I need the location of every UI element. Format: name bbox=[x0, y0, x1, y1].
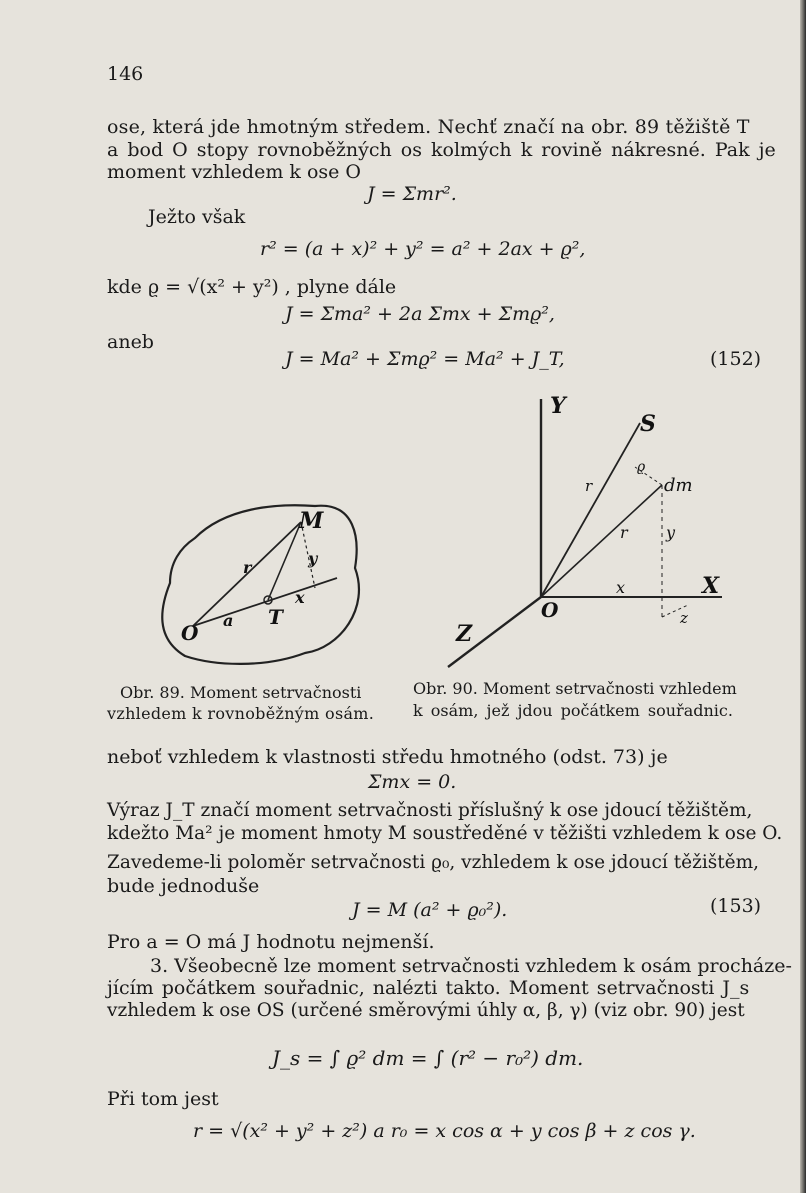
text-line: Výraz J_T značí moment setrvačnosti příslušný k ose jdoucí těžištěm, bbox=[107, 800, 753, 821]
text-line: kdežto Ma² je moment hmoty M soustředěné v těžišti vzhledem k ose O. bbox=[107, 823, 783, 844]
equation-j2: J = Σma² + 2a Σmx + Σmϱ², bbox=[285, 303, 555, 325]
fig90-label-y-axis: Y bbox=[550, 395, 566, 419]
text-line: jícím počátkem souřadnic, nalézti takto. Moment setrvačnosti J_s bbox=[107, 977, 750, 999]
equation-js: J_s = ∫ ϱ² dm = ∫ (r² − r₀²) dm. bbox=[272, 1046, 584, 1070]
text-line: moment vzhledem k ose O bbox=[107, 161, 361, 183]
text-line: aneb bbox=[107, 331, 154, 353]
text-line: ose, která jde hmotným středem. Nechť značí na obr. 89 těžiště T bbox=[107, 116, 750, 138]
text-line: kde ϱ = √(x² + y²) , plyne dále bbox=[107, 276, 397, 298]
text-line: 3. Všeobecně lze moment setrvačnosti vzhledem k osám procháze- bbox=[150, 955, 792, 977]
equation-r2: r² = (a + x)² + y² = a² + 2ax + ϱ², bbox=[260, 238, 586, 260]
fig89-label-m: M bbox=[299, 508, 324, 534]
r-line bbox=[541, 485, 662, 597]
text-line: Ježto však bbox=[148, 206, 246, 228]
fig90-label-o: O bbox=[541, 598, 559, 622]
equation-r: r = √(x² + y² + z²) a r₀ = x cos α + y cos β + z cos γ. bbox=[193, 1120, 696, 1142]
fig90-label-z-axis: Z bbox=[456, 621, 473, 647]
figure-90 bbox=[440, 395, 740, 670]
page-edge-shadow bbox=[800, 0, 806, 1193]
fig89-label-a: a bbox=[223, 611, 234, 630]
text-line: a bod O stopy rovnoběžných os kolmých k rovině nákresné. Pak je bbox=[107, 139, 776, 161]
fig89-label-y: y bbox=[308, 549, 318, 568]
page-number: 146 bbox=[107, 63, 144, 85]
fig90-label-x: x bbox=[616, 578, 626, 597]
fig89-caption-line: Obr. 89. Moment setrvačnosti bbox=[120, 683, 362, 702]
fig90-label-x-axis: X bbox=[702, 573, 720, 599]
equation-number: (153) bbox=[710, 895, 762, 917]
text-line: Pro a = O má J hodnotu nejmenší. bbox=[107, 931, 435, 953]
fig89-label-t: T bbox=[268, 605, 283, 629]
fig90-label-dm: dm bbox=[664, 475, 693, 496]
equation-153: J = M (a² + ϱ₀²). bbox=[352, 899, 508, 921]
fig89-caption-line: vzhledem k rovnoběžným osám. bbox=[107, 704, 375, 723]
fig90-caption-line: k osám, jež jdou počátkem souřadnic. bbox=[413, 701, 733, 720]
fig90-label-z: z bbox=[680, 609, 688, 627]
text-line: Při tom jest bbox=[107, 1088, 219, 1110]
fig90-label-rho: ϱ bbox=[637, 459, 646, 475]
text-line: vzhledem k ose OS (určené směrovými úhly α, β, γ) (viz obr. 90) jest bbox=[107, 1000, 745, 1021]
fig89-label-r: r bbox=[243, 558, 252, 577]
equation-number: (152) bbox=[710, 348, 762, 370]
figure-89 bbox=[155, 498, 370, 668]
fig90-label-y: y bbox=[666, 523, 676, 542]
fig89-label-o: O bbox=[181, 621, 199, 645]
fig90-label-r: r bbox=[620, 523, 628, 542]
fig90-label-s: S bbox=[640, 411, 656, 437]
s-axis bbox=[541, 423, 640, 597]
text-line: bude jednoduše bbox=[107, 875, 260, 897]
fig89-label-x: x bbox=[295, 588, 305, 607]
fig90-caption-line: Obr. 90. Moment setrvačnosti vzhledem bbox=[413, 679, 737, 698]
text-line: neboť vzhledem k vlastnosti středu hmotného (odst. 73) je bbox=[107, 746, 668, 768]
equation-j: J = Σmr². bbox=[367, 183, 457, 205]
equation-smx: Σmx = 0. bbox=[368, 771, 457, 793]
equation-152: J = Ma² + Σmϱ² = Ma² + J_T, bbox=[285, 348, 565, 370]
text-line: Zavedeme-li poloměr setrvačnosti ϱ₀, vzhledem k ose jdoucí těžištěm, bbox=[107, 852, 760, 873]
fig90-label-r0: r bbox=[585, 477, 593, 495]
